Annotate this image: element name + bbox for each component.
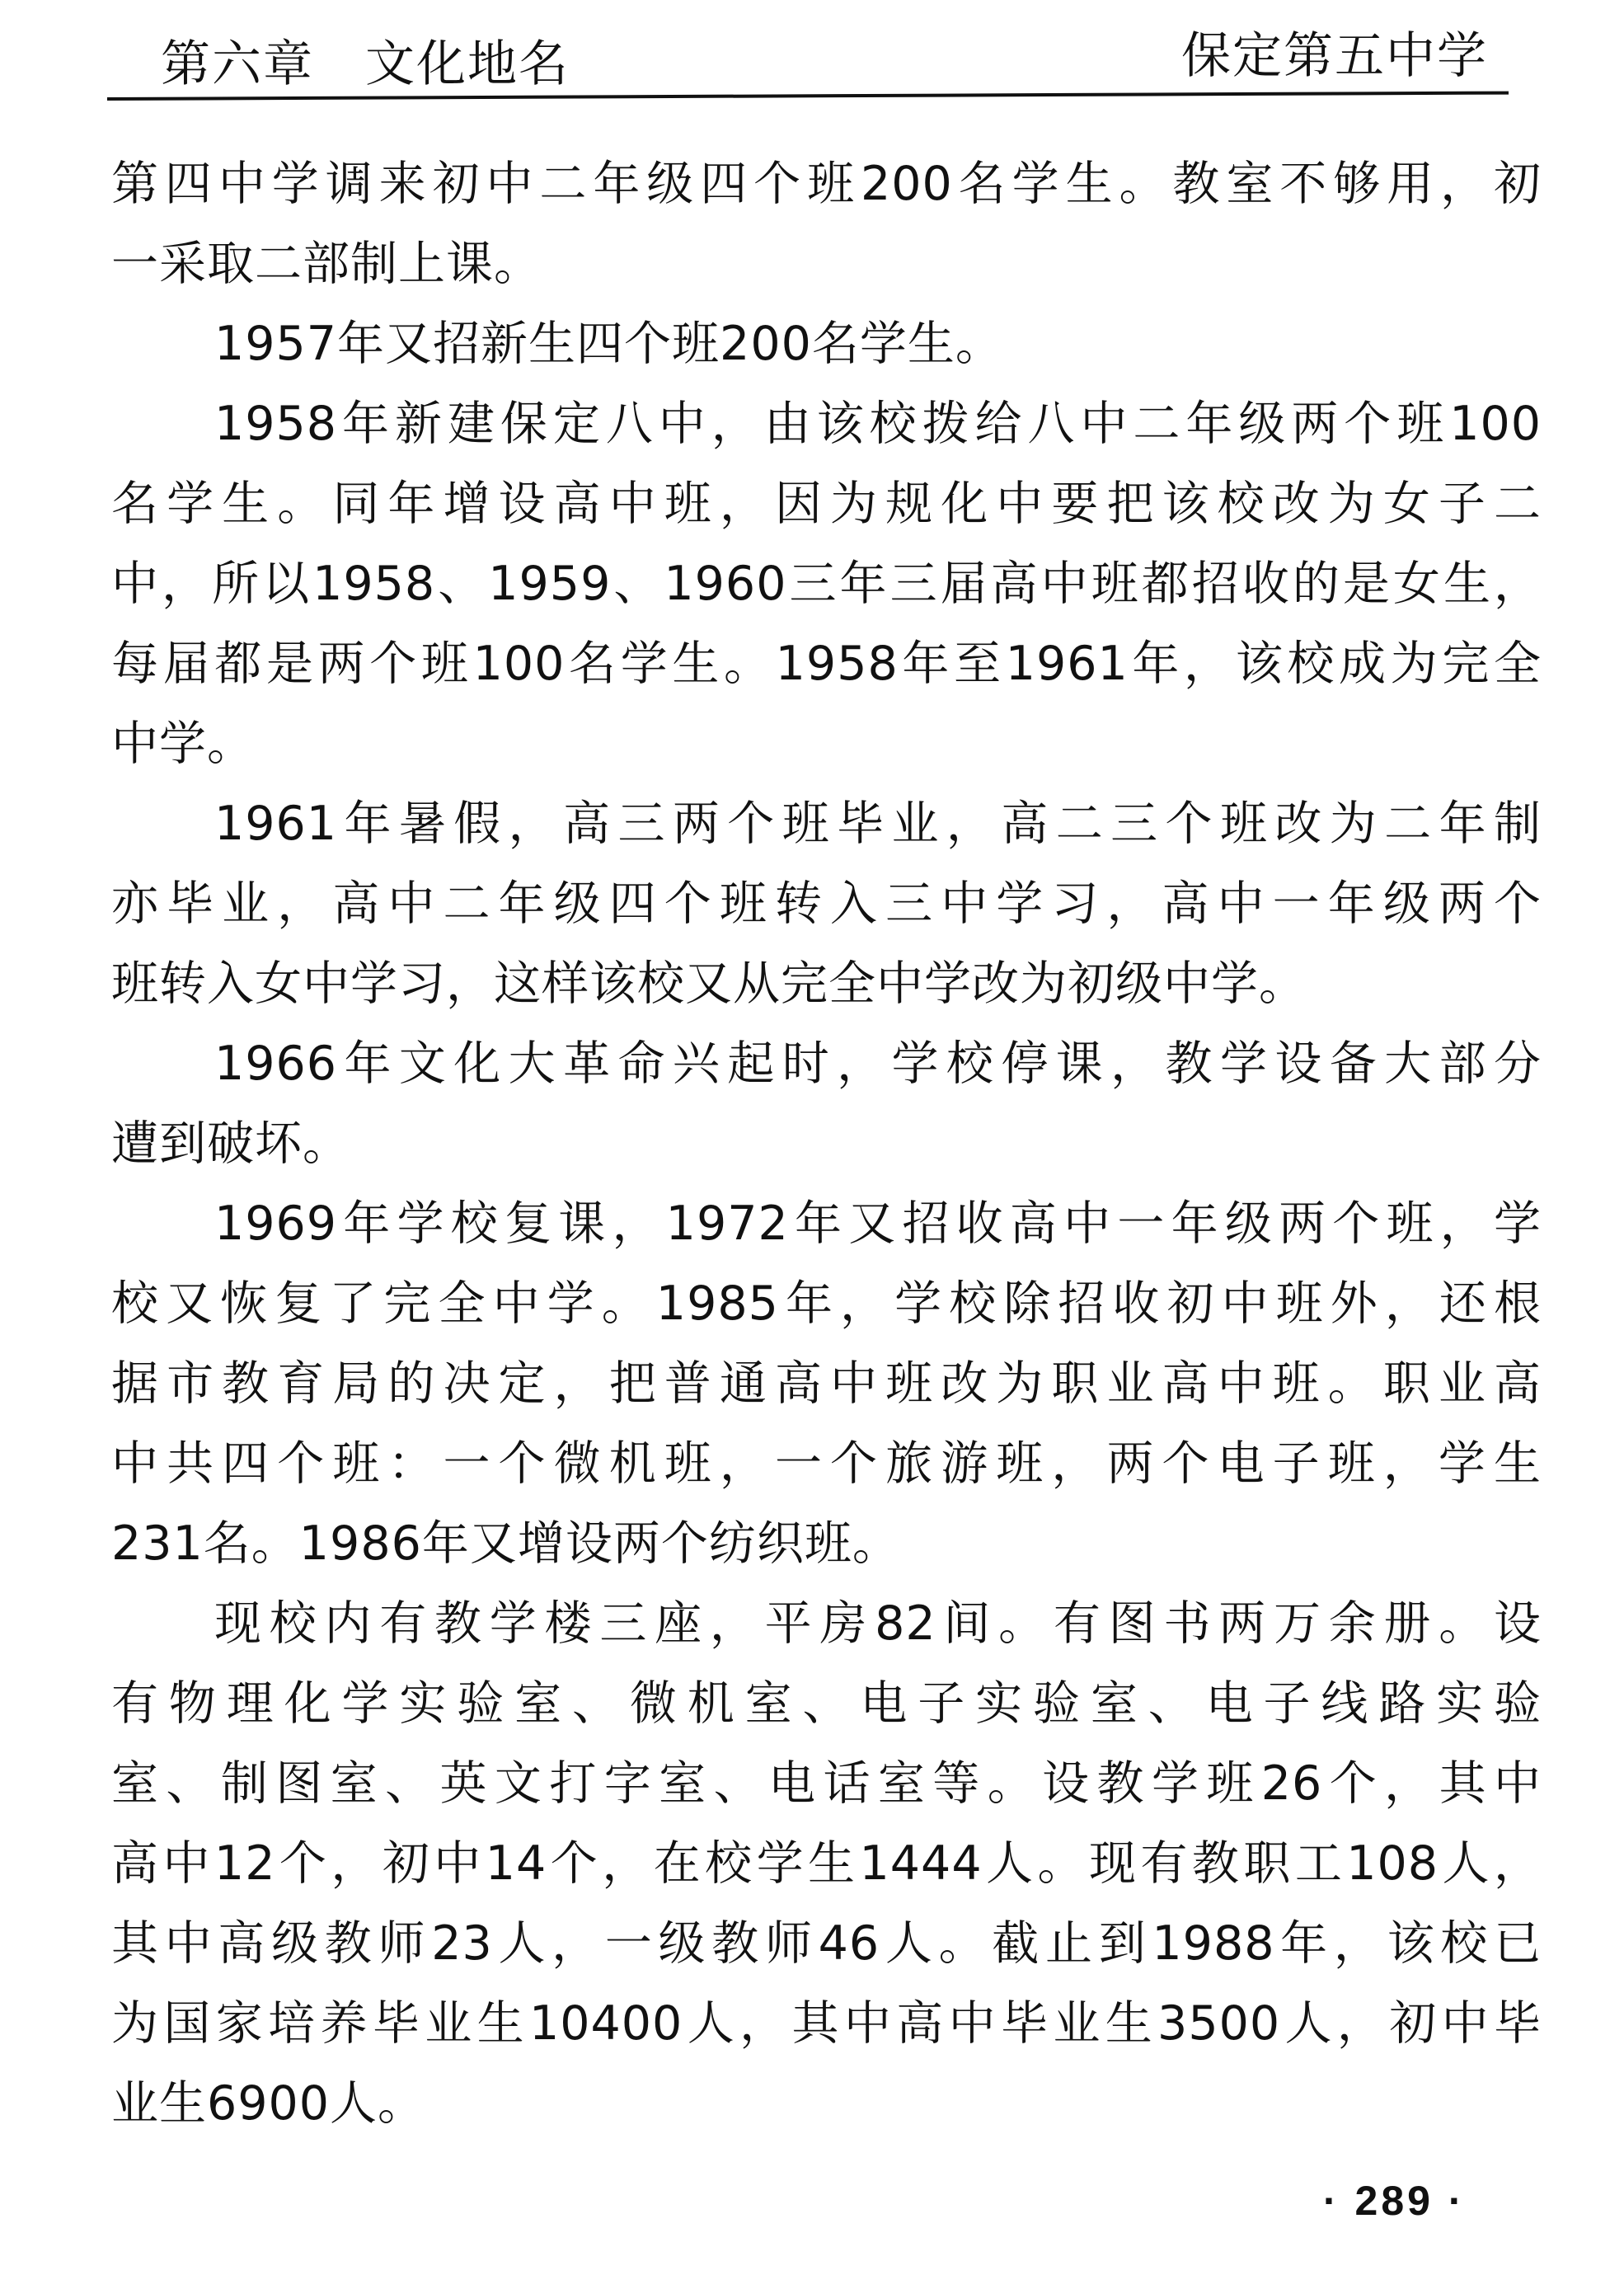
text-line: 1957年又招新生四个班200名学生。 <box>214 317 1003 371</box>
text-line: 中共四个班：一个微机班，一个旅游班，两个电子班，学生 <box>111 1436 1542 1491</box>
text-line: 现校内有教学楼三座，平房82间。有图书两万余册。设 <box>214 1596 1542 1651</box>
chapter-title: 第六章 文化地名 <box>161 35 570 93</box>
text-line: 中，所以1958、1959、1960三年三届高中班都招收的是女生， <box>111 557 1542 611</box>
text-line: 室、制图室、英文打字室、电话室等。设教学班26个，其中 <box>111 1756 1542 1811</box>
text-line: 每届都是两个班100名学生。1958年至1961年，该校成为完全 <box>111 637 1542 691</box>
text-line: 校又恢复了完全中学。1985年，学校除招收初中班外，还根 <box>111 1276 1542 1331</box>
text-line: 班转入女中学习，这样该校又从完全中学改为初级中学。 <box>111 957 1307 1011</box>
text-line: 1961年暑假，高三两个班毕业，高二三个班改为二年制 <box>214 797 1542 851</box>
text-line: 1966年文化大革命兴起时，学校停课，教学设备大部分 <box>214 1036 1542 1091</box>
page-number: · 289 · <box>1323 2178 1466 2224</box>
text-line: 有物理化学实验室、微机室、电子实验室、电子线路实验 <box>111 1676 1542 1731</box>
text-line: 一采取二部制上课。 <box>111 237 542 291</box>
text-line: 1958年新建保定八中，由该校拨给八中二年级两个班100 <box>214 397 1542 451</box>
text-line: 据市教育局的决定，把普通高中班改为职业高中班。职业高 <box>111 1356 1542 1411</box>
text-line: 1969年学校复课，1972年又招收高中一年级两个班，学 <box>214 1196 1542 1251</box>
body-text <box>111 144 1542 2144</box>
text-line: 第四中学调来初中二年级四个班200名学生。教室不够用，初 <box>111 157 1542 211</box>
text-line: 为国家培养毕业生10400人，其中高中毕业生3500人，初中毕 <box>111 1996 1542 2051</box>
section-title: 保定第五中学 <box>1181 27 1488 85</box>
text-line: 其中高级教师23人，一级教师46人。截止到1988年，该校已 <box>111 1916 1542 1971</box>
text-line: 名学生。同年增设高中班，因为规化中要把该校改为女子二 <box>111 477 1542 531</box>
text-line: 业生6900人。 <box>111 2076 426 2131</box>
text-line: 中学。 <box>111 717 255 771</box>
text-line: 高中12个，初中14个，在校学生1444人。现有教职工108人， <box>111 1836 1542 1891</box>
text-line: 遭到破坏。 <box>111 1116 350 1171</box>
text-line: 231名。1986年又增设两个纺织班。 <box>111 1516 900 1571</box>
text-line: 亦毕业，高中二年级四个班转入三中学习，高中一年级两个 <box>111 877 1542 931</box>
